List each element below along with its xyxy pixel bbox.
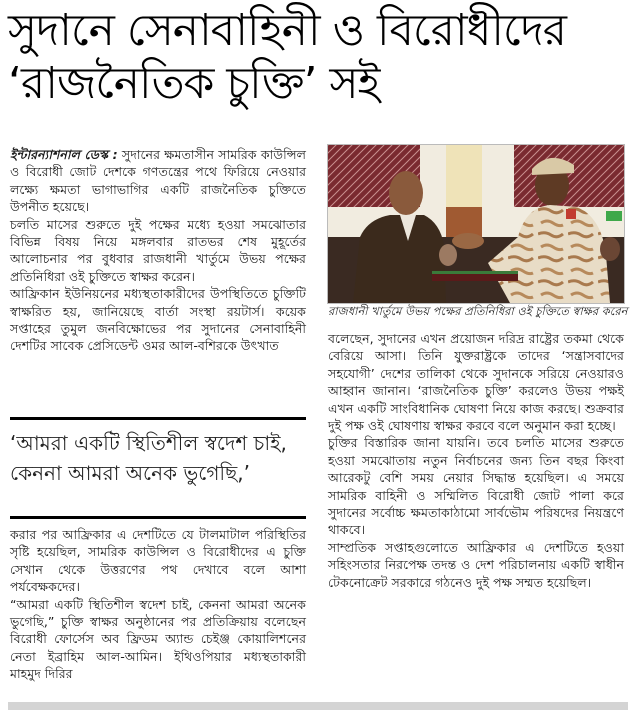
paragraph: চলতি মাসের শুরুতে দুই পক্ষের মধ্যে হওয়া সমঝোতার বিভিন্ন বিষয় নিয়ে মঙ্গলবার রাতভর শেষ মুহূর্তের আলোচনার পর বুধবার রাজধানী খার্তুমে উভয় পক্ষের প্রতিনিধিরা ওই চুক্তিতে স্বাক্ষর করেন। bbox=[10, 216, 306, 284]
paragraph: আফ্রিকান ইউনিয়নের মধ্যস্থতাকারীদের উপস্থিতিতে চুক্তিটি স্বাক্ষরিত হয়, জানিয়েছে বার্তা সংস্থা রয়টার্স। কয়েক সপ্তাহের তুমুল জনবিক্ষোভের পর সুদানের সেনাবাহিনী দেশটির সাবেক প্রেসিডেন্ট ওমর আল-বশিরকে উৎখাত bbox=[10, 286, 306, 354]
pull-quote: ‘আমরা একটি স্থিতিশীল স্বদেশ চাই, কেননা আমরা অনেক ভুগেছি,’ bbox=[10, 431, 287, 485]
handshake bbox=[452, 233, 484, 249]
article-column-left-bottom bbox=[10, 526, 306, 683]
paragraph: সাম্প্রতিক সপ্তাহগুলোতে আফ্রিকার এ দেশটিতে হওয়া সহিংসতার নিরপেক্ষ তদন্ত ও দেশ পরিচালনায় একটি স্বাধীন টেকনোক্রেট সরকারে গঠনেও দুই পক্ষ সম্মত হয়েছিল। bbox=[328, 539, 624, 590]
handshake-photo-illustration bbox=[328, 145, 624, 303]
decorative-lattice-right bbox=[514, 145, 624, 207]
paragraph bbox=[10, 146, 306, 216]
dateline: ইন্টারন্যাশনাল ডেস্ক : bbox=[10, 147, 118, 162]
pull-quote-top-rule bbox=[10, 417, 306, 420]
paragraph: “আমরা একটি স্থিতিশীল স্বদেশ চাই, কেননা আমরা অনেক ভুগেছি,” চুক্তি স্বাক্ষর অনুষ্ঠানের পর প্রতিক্রিয়ায় বলেছেন বিরোধী ফোর্সেস অব ফ্রিডম অ্যান্ড চেইঞ্জ কোয়ালিশনের নেতা ইব্রাহিম আল-আমিন। ইথিওপিয়ার মধ্যস্থতাকারী মাহমুদ দিরির bbox=[10, 596, 306, 682]
bottom-divider-bar bbox=[8, 702, 628, 710]
paragraph: বলেছেন, সুদানের এখন প্রয়োজন দরিদ্র রাষ্ট্রের তকমা থেকে বেরিয়ে আসা। তিনি যুক্তরাষ্ট্রকে তাদের ‘সন্ত্রাসবাদের সহযোগী’ দেশের তালিকা থেকে সুদানকে সরিয়ে নেওয়ারও আহ্বান জানান। ‘রাজনৈতিক চুক্তি’ করলেও উভয় পক্ষই এখন একটি সাংবিধানিক ঘোষণা নিয়ে কাজ করছে। শুক্রবার দুই পক্ষ ওই ঘোষণায় স্বাক্ষর করবে বলে অনুমান করা হচ্ছে। bbox=[328, 331, 624, 434]
article-photo bbox=[327, 144, 625, 304]
paragraph: চুক্তির বিস্তারিক জানা যায়নি। তবে চলতি মাসের শুরুতে হওয়া সমঝোতায় নতুন নির্বাচনের জন্য তিন বছর কিংবা আরেকটু বেশি সময় নেয়ার সিদ্ধান্ত হয়েছিল। এ সময়ে সামরিক বাহিনী ও সম্মিলিত বিরোধী জোট পালা করে সুদানের সর্বোচ্চ ক্ষমতাকাঠামো সার্বভৌম পরিষদের নিয়ন্ত্রণে থাকবে। bbox=[328, 435, 624, 538]
man-in-suit bbox=[353, 215, 446, 303]
photo-caption: রাজধানী খার্তুমে উভয় পক্ষের প্রতিনিধিরা ওই চুক্তিতে স্বাক্ষর করেন bbox=[328, 304, 628, 318]
paragraph-text: সুদানের ক্ষমতাসীন সামরিক কাউন্সিল ও বিরোধী জোট দেশকে গণতন্ত্রের পথে ফিরিয়ে নেওয়ার লক্ষ্যে ক্ষমতা ভাগাভাগির একটি রাজনৈতিক চুক্তিতে উপনীত হয়েছে। bbox=[10, 147, 306, 215]
article-column-right bbox=[328, 330, 624, 591]
pull-quote-bottom-rule bbox=[10, 516, 306, 519]
paragraph: করার পর আফ্রিকার এ দেশটিতে যে টালমাটাল পরিস্থিতির সৃষ্টি হয়েছিল, সামরিক কাউন্সিল ও বিরোধীদের এ চুক্তি সেখান থেকে উত্তরণের পথ দেখাবে বলে আশা পর্যবেক্ষকদের। bbox=[10, 527, 306, 595]
headline: সুদানে সেনাবাহিনী ও বিরোধীদের ‘রাজনৈতিক চুক্তি’ সই bbox=[8, 5, 566, 109]
article-column-left-top bbox=[10, 146, 306, 355]
